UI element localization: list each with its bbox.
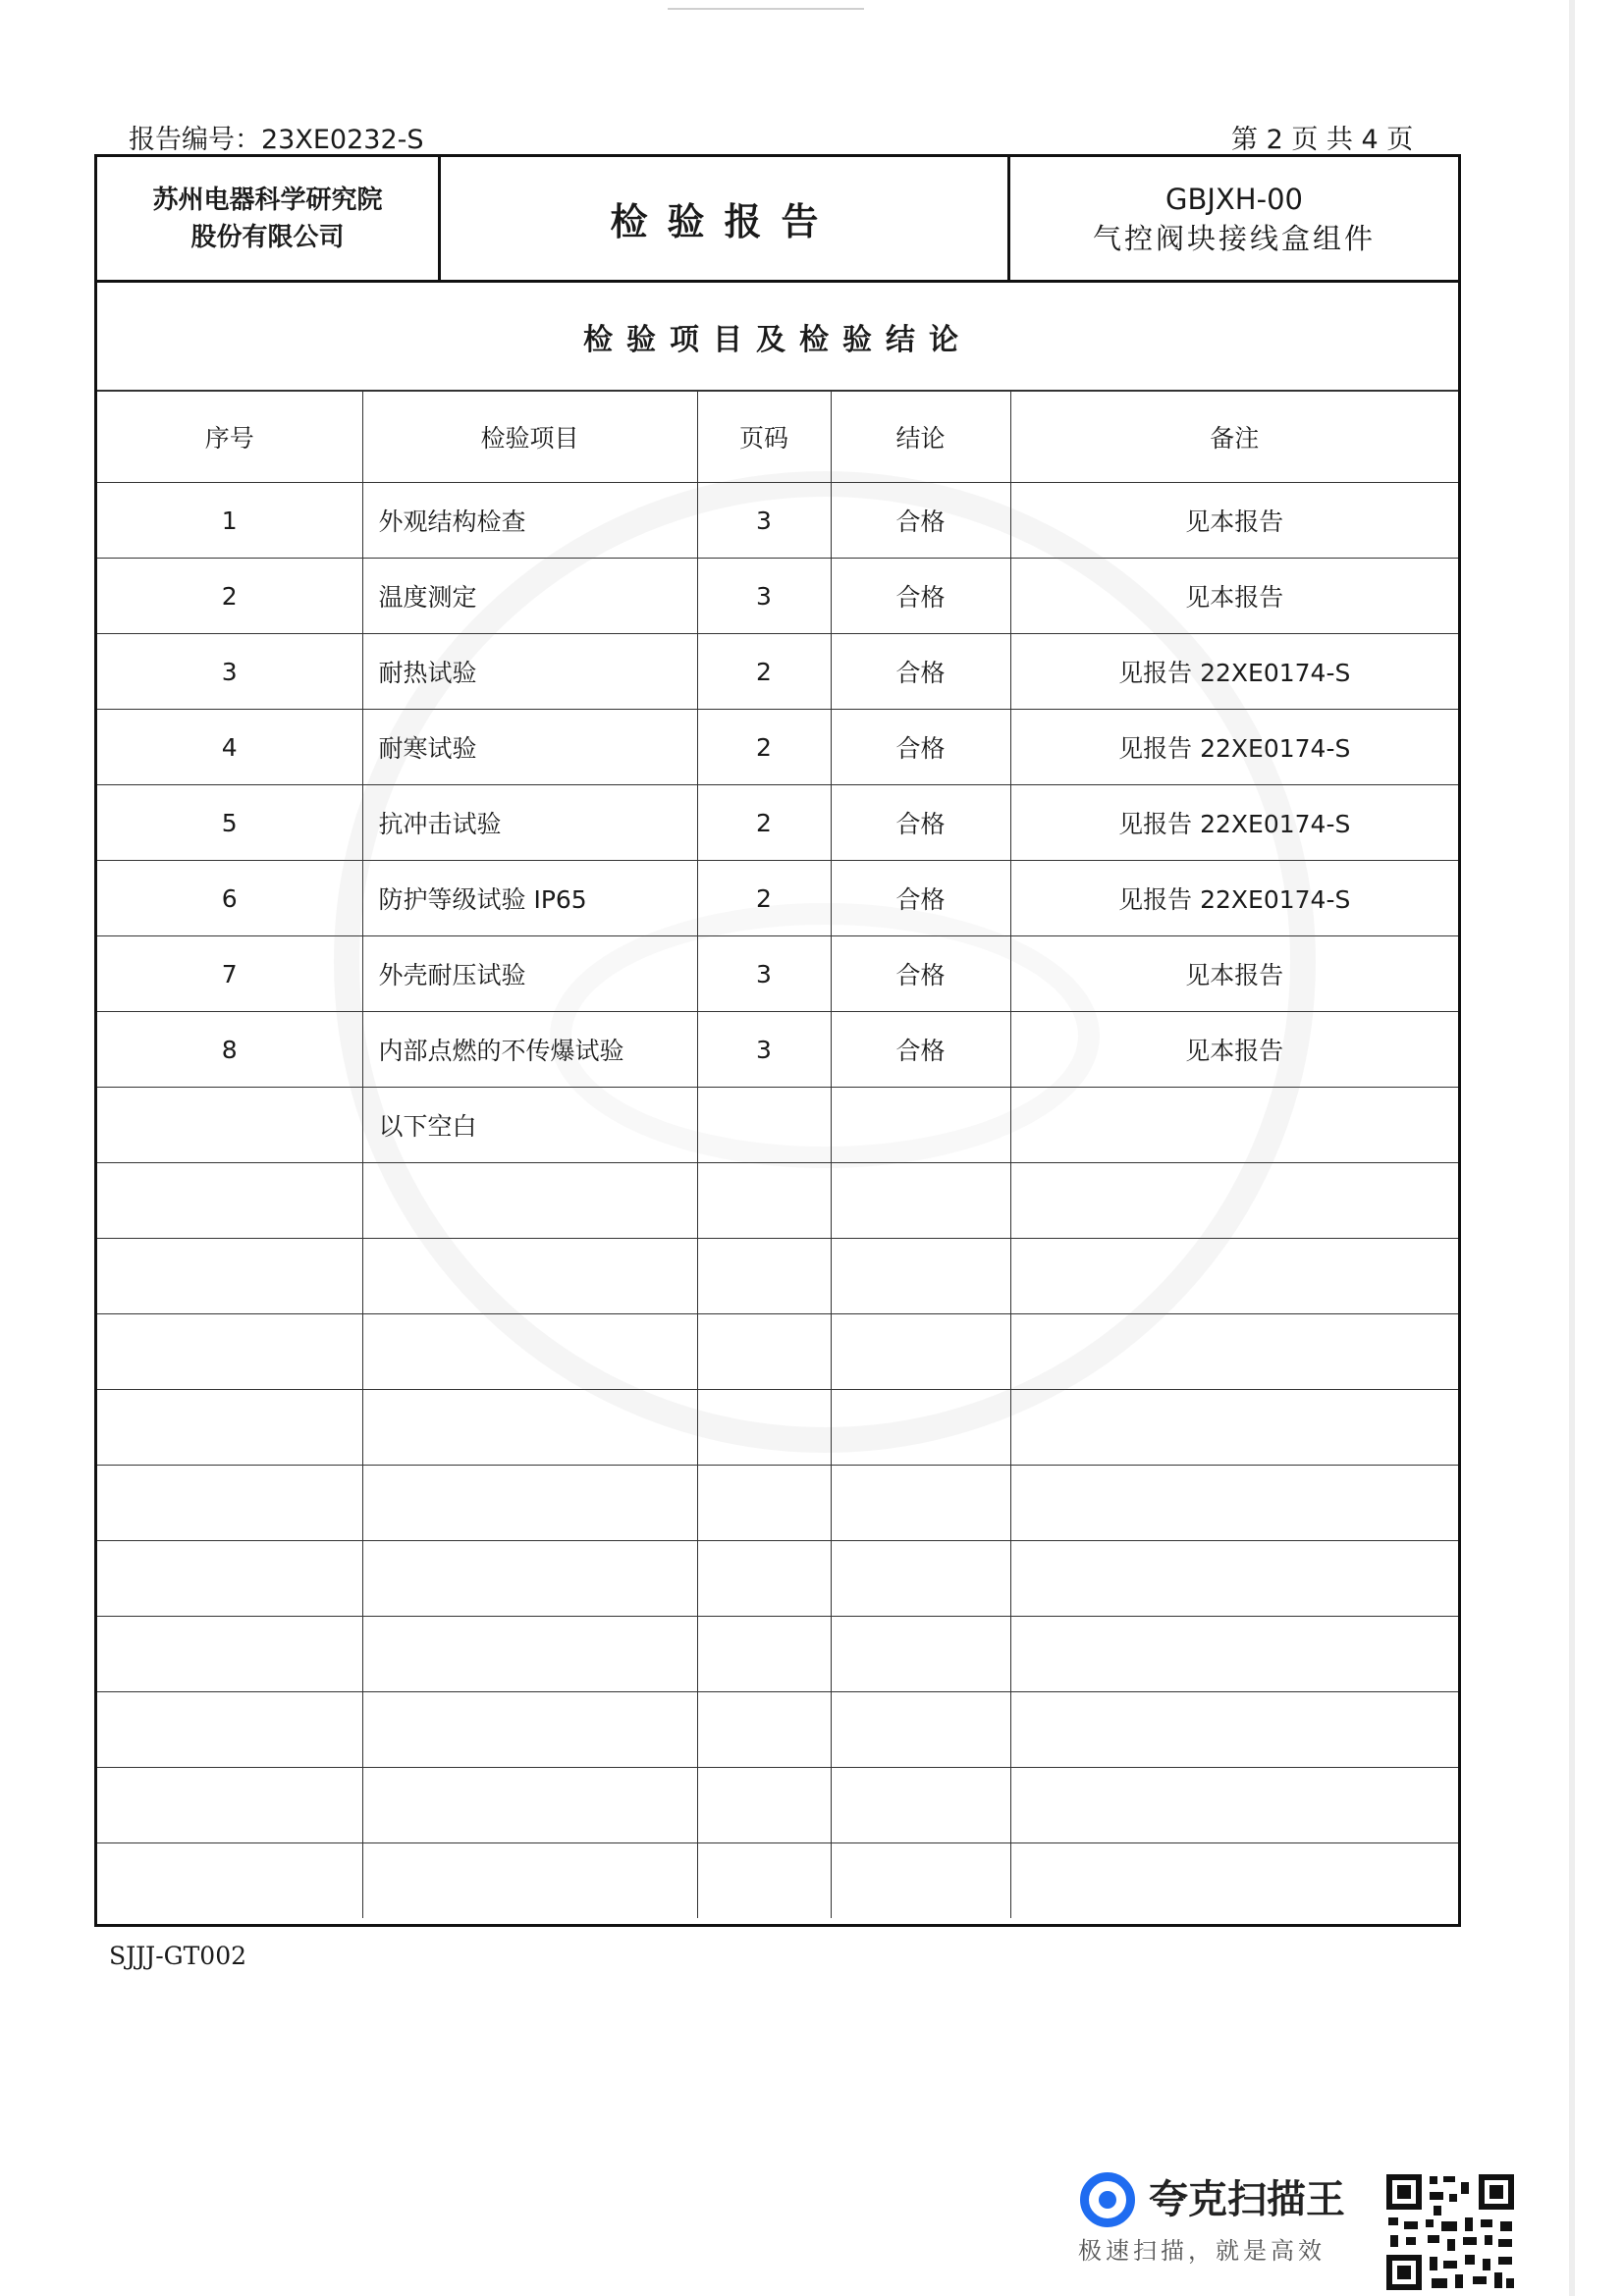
table-row <box>97 483 1458 559</box>
column-header: 结论 <box>831 392 1010 483</box>
row-page <box>697 1088 831 1163</box>
empty-cell <box>362 1541 697 1617</box>
empty-cell <box>1010 1692 1458 1768</box>
row-page: 2 <box>697 785 831 861</box>
empty-table-row <box>97 1617 1458 1692</box>
row-item: 外壳耐压试验 <box>362 936 697 1012</box>
empty-table-row <box>97 1541 1458 1617</box>
row-item: 外观结构检查 <box>362 483 697 559</box>
empty-table-row <box>97 1768 1458 1843</box>
empty-table-row <box>97 1390 1458 1466</box>
row-note: 见本报告 <box>1010 1012 1458 1088</box>
row-item: 以下空白 <box>362 1088 697 1163</box>
row-note: 见报告 22XE0174-S <box>1010 634 1458 710</box>
row-item: 温度测定 <box>362 559 697 634</box>
row-number: 7 <box>97 936 362 1012</box>
table-row <box>97 1012 1458 1088</box>
empty-cell <box>362 1843 697 1919</box>
empty-cell <box>362 1617 697 1692</box>
column-header: 检验项目 <box>362 392 697 483</box>
empty-cell <box>697 1239 831 1314</box>
report-number: 报告编号：23XE0232-S <box>129 125 424 155</box>
empty-cell <box>831 1314 1010 1390</box>
row-result: 合格 <box>831 710 1010 785</box>
empty-cell <box>697 1541 831 1617</box>
row-item: 耐热试验 <box>362 634 697 710</box>
page-edge <box>1569 0 1575 2296</box>
table-row <box>97 1088 1458 1163</box>
row-result: 合格 <box>831 559 1010 634</box>
empty-cell <box>97 1466 362 1541</box>
empty-cell <box>831 1239 1010 1314</box>
scanner-app-icon <box>1080 2172 1135 2227</box>
row-page: 2 <box>697 861 831 936</box>
row-result: 合格 <box>831 785 1010 861</box>
empty-cell <box>831 1768 1010 1843</box>
page-info: 第 2 页 共 4 页 <box>1231 125 1414 155</box>
empty-table-row <box>97 1466 1458 1541</box>
empty-cell <box>362 1390 697 1466</box>
row-item: 抗冲击试验 <box>362 785 697 861</box>
empty-table-row <box>97 1163 1458 1239</box>
empty-cell <box>697 1692 831 1768</box>
empty-cell <box>362 1768 697 1843</box>
empty-cell <box>1010 1541 1458 1617</box>
table-row <box>97 634 1458 710</box>
empty-cell <box>97 1390 362 1466</box>
scan-artifact-line <box>668 8 864 10</box>
form-code: SJJJ-GT002 <box>109 1942 247 1970</box>
empty-cell <box>1010 1314 1458 1390</box>
row-result: 合格 <box>831 936 1010 1012</box>
row-result: 合格 <box>831 861 1010 936</box>
table-row <box>97 710 1458 785</box>
empty-cell <box>1010 1843 1458 1919</box>
empty-cell <box>362 1466 697 1541</box>
row-number: 3 <box>97 634 362 710</box>
empty-cell <box>97 1314 362 1390</box>
row-page: 3 <box>697 1012 831 1088</box>
organization-cell <box>97 157 441 283</box>
report-frame <box>94 154 1461 1927</box>
product-name: 气控阀块接线盒组件 <box>1092 221 1376 255</box>
row-note: 见本报告 <box>1010 559 1458 634</box>
empty-cell <box>1010 1239 1458 1314</box>
empty-cell <box>831 1390 1010 1466</box>
qr-code-icon <box>1384 2172 1516 2292</box>
empty-cell <box>362 1692 697 1768</box>
empty-cell <box>1010 1390 1458 1466</box>
row-number: 1 <box>97 483 362 559</box>
row-number: 8 <box>97 1012 362 1088</box>
scanner-brand-name: 夸克扫描王 <box>1149 2177 1345 2222</box>
empty-cell <box>97 1843 362 1919</box>
empty-cell <box>831 1843 1010 1919</box>
product-cell <box>1010 157 1458 283</box>
row-page: 2 <box>697 710 831 785</box>
row-number <box>97 1088 362 1163</box>
row-item: 防护等级试验 IP65 <box>362 861 697 936</box>
column-header: 备注 <box>1010 392 1458 483</box>
table-row <box>97 936 1458 1012</box>
row-page: 2 <box>697 634 831 710</box>
table-row <box>97 861 1458 936</box>
product-code: GBJXH-00 <box>1165 182 1303 216</box>
empty-cell <box>97 1617 362 1692</box>
row-note <box>1010 1088 1458 1163</box>
row-note: 见本报告 <box>1010 936 1458 1012</box>
scanner-logo <box>1070 2164 1365 2272</box>
empty-cell <box>831 1466 1010 1541</box>
table-row <box>97 559 1458 634</box>
row-note: 见报告 22XE0174-S <box>1010 785 1458 861</box>
empty-cell <box>1010 1466 1458 1541</box>
column-header: 序号 <box>97 392 362 483</box>
empty-cell <box>97 1541 362 1617</box>
empty-cell <box>1010 1768 1458 1843</box>
empty-cell <box>97 1768 362 1843</box>
inspection-table <box>97 392 1458 1918</box>
empty-cell <box>1010 1617 1458 1692</box>
empty-cell <box>697 1617 831 1692</box>
row-item: 耐寒试验 <box>362 710 697 785</box>
table-row <box>97 785 1458 861</box>
empty-cell <box>697 1163 831 1239</box>
empty-table-row <box>97 1314 1458 1390</box>
empty-table-row <box>97 1692 1458 1768</box>
empty-cell <box>362 1314 697 1390</box>
row-note: 见报告 22XE0174-S <box>1010 861 1458 936</box>
row-result <box>831 1088 1010 1163</box>
empty-cell <box>831 1617 1010 1692</box>
report-title: 检验报告 <box>441 157 1010 283</box>
empty-cell <box>97 1692 362 1768</box>
row-result: 合格 <box>831 483 1010 559</box>
empty-cell <box>1010 1163 1458 1239</box>
empty-cell <box>97 1163 362 1239</box>
row-page: 3 <box>697 936 831 1012</box>
row-note: 见报告 22XE0174-S <box>1010 710 1458 785</box>
scanner-tagline: 极速扫描，就是高效 <box>1078 2237 1326 2265</box>
empty-cell <box>362 1163 697 1239</box>
org-name-line1: 苏州电器科学研究院 <box>152 185 383 215</box>
empty-cell <box>97 1239 362 1314</box>
org-name-line2: 股份有限公司 <box>190 222 345 252</box>
empty-cell <box>831 1163 1010 1239</box>
empty-table-row <box>97 1843 1458 1919</box>
row-number: 2 <box>97 559 362 634</box>
row-result: 合格 <box>831 1012 1010 1088</box>
row-number: 4 <box>97 710 362 785</box>
row-page: 3 <box>697 559 831 634</box>
empty-cell <box>697 1768 831 1843</box>
empty-cell <box>697 1314 831 1390</box>
empty-cell <box>697 1466 831 1541</box>
empty-table-row <box>97 1239 1458 1314</box>
empty-cell <box>362 1239 697 1314</box>
row-number: 6 <box>97 861 362 936</box>
empty-cell <box>697 1390 831 1466</box>
section-title: 检验项目及检验结论 <box>97 283 1458 392</box>
row-note: 见本报告 <box>1010 483 1458 559</box>
row-item: 内部点燃的不传爆试验 <box>362 1012 697 1088</box>
table-header-row <box>97 392 1458 483</box>
empty-cell <box>697 1843 831 1919</box>
empty-cell <box>831 1541 1010 1617</box>
row-result: 合格 <box>831 634 1010 710</box>
row-number: 5 <box>97 785 362 861</box>
column-header: 页码 <box>697 392 831 483</box>
row-page: 3 <box>697 483 831 559</box>
empty-cell <box>831 1692 1010 1768</box>
